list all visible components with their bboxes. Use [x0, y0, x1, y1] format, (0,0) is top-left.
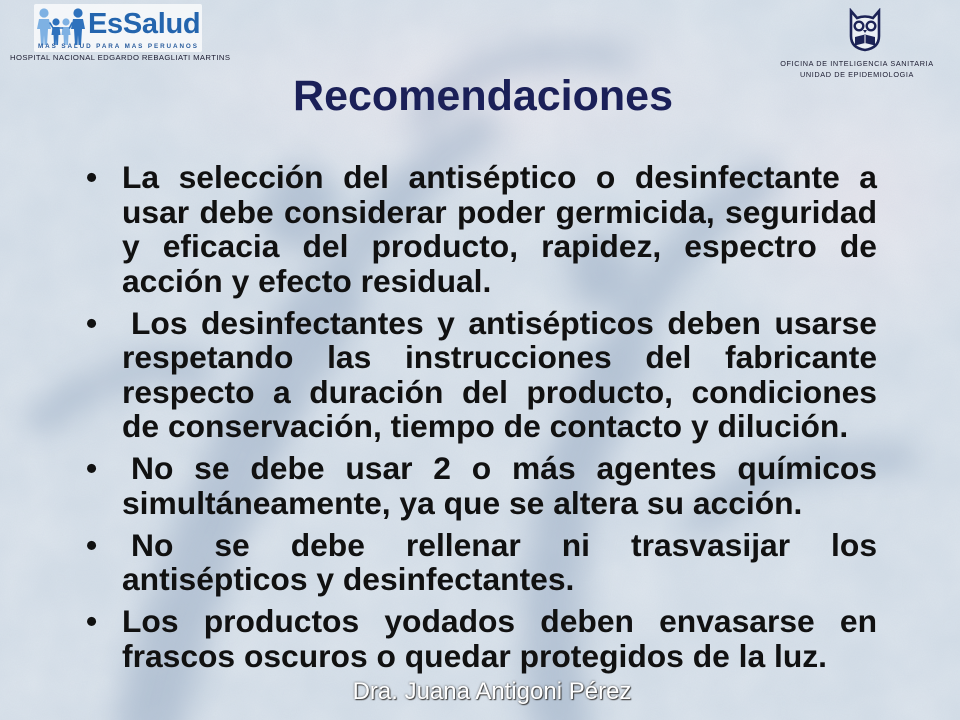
bullet-text-line: simultáneamente, ya que se altera su acción.	[122, 484, 803, 521]
bullet-text-line: frascos oscuros o quedar protegidos de la luz.	[122, 637, 827, 674]
bullet-text-line: usar debe considerar poder germicida, seguridad	[122, 193, 877, 230]
bullet-list	[0, 160, 960, 681]
hospital-name: HOSPITAL NACIONAL EDGARDO REBAGLIATI MARTINS	[10, 53, 231, 62]
bullet-item	[0, 528, 960, 597]
office-name: OFICINA DE INTELIGENCIA SANITARIA	[780, 59, 934, 68]
bullet-text-line: respetando las instrucciones del fabricante	[122, 339, 877, 375]
bullet-text-line: respecto a duración del producto, condiciones	[122, 373, 877, 410]
owl-emblem-icon	[846, 8, 884, 52]
bullet-text-line: No se debe rellenar ni trasvasijar los	[131, 526, 877, 563]
bullet-text-line: Los productos yodados deben envasarse en	[122, 603, 877, 639]
bullet-dot-icon: •	[86, 304, 98, 341]
bullet-dot-icon: •	[86, 450, 98, 486]
author-footer: Dra. Juana Antigoni Pérez	[352, 678, 632, 705]
logo-tagline: MAS SALUD PARA MAS PERUANOS	[38, 43, 199, 50]
bullet-item	[0, 306, 960, 444]
bullet-dot-icon: •	[86, 603, 98, 639]
unit-name: UNIDAD DE EPIDEMIOLOGIA	[800, 70, 914, 79]
logo-brand-text: EsSalud	[88, 8, 201, 40]
bullet-item	[0, 160, 960, 298]
bullet-text-line: No se debe usar 2 o más agentes químicos	[131, 450, 877, 486]
bullet-item	[0, 451, 960, 520]
essalud-logo	[34, 4, 202, 52]
bullet-text-line: Los desinfectantes y antisépticos deben usarse	[131, 304, 877, 341]
bullet-text-line: de conservación, tiempo de contacto y dilución.	[122, 408, 849, 444]
bullet-item	[0, 604, 960, 673]
bullet-dot-icon: •	[86, 159, 98, 195]
bullet-text-line: La selección del antiséptico o desinfectante a	[122, 159, 877, 195]
family-icon	[36, 7, 86, 47]
bullet-text-line: antisépticos y desinfectantes.	[122, 561, 575, 597]
slide-title: Recomendaciones	[293, 72, 673, 120]
bullet-text-line: acción y efecto residual.	[122, 262, 492, 299]
bullet-text-line: y eficacia del producto, rapidez, espectro de	[122, 228, 877, 264]
bullet-dot-icon: •	[86, 526, 98, 563]
